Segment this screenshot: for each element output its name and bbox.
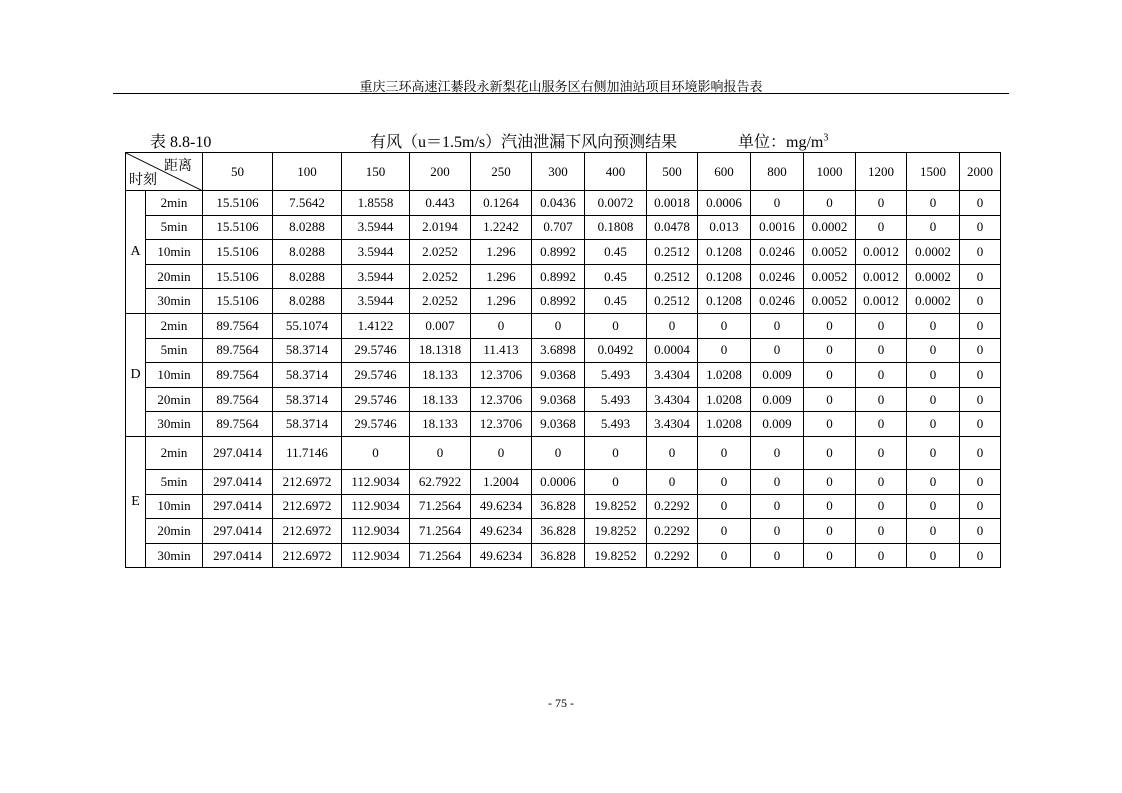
value-cell: 7.5642 (273, 191, 342, 216)
value-cell: 0.009 (751, 387, 804, 412)
column-header: 400 (585, 153, 647, 191)
value-cell: 0 (532, 313, 585, 338)
value-cell: 0.0012 (856, 240, 907, 265)
value-cell: 0.2512 (647, 240, 698, 265)
value-cell: 15.5106 (203, 191, 273, 216)
value-cell: 0.0246 (751, 264, 804, 289)
value-cell: 0 (907, 412, 960, 437)
value-cell: 3.5944 (342, 215, 410, 240)
column-header: 1500 (907, 153, 960, 191)
value-cell: 0 (804, 412, 856, 437)
value-cell: 0 (804, 363, 856, 388)
value-cell: 212.6972 (273, 469, 342, 494)
value-cell: 0 (856, 363, 907, 388)
value-cell: 0.0012 (856, 264, 907, 289)
value-cell: 0 (698, 338, 751, 363)
value-cell: 0 (907, 494, 960, 519)
time-cell: 10min (146, 494, 203, 519)
value-cell: 0.1208 (698, 289, 751, 314)
value-cell: 0 (960, 387, 1001, 412)
value-cell: 297.0414 (203, 469, 273, 494)
value-cell: 15.5106 (203, 289, 273, 314)
value-cell: 9.0368 (532, 363, 585, 388)
value-cell: 212.6972 (273, 543, 342, 568)
value-cell: 58.3714 (273, 412, 342, 437)
value-cell: 0.009 (751, 363, 804, 388)
value-cell: 36.828 (532, 543, 585, 568)
value-cell: 11.7146 (273, 436, 342, 469)
value-cell: 0 (907, 191, 960, 216)
value-cell: 8.0288 (273, 289, 342, 314)
value-cell: 0 (960, 240, 1001, 265)
column-header: 150 (342, 153, 410, 191)
value-cell: 0.0052 (804, 264, 856, 289)
value-cell: 0.2292 (647, 494, 698, 519)
value-cell: 0.009 (751, 412, 804, 437)
time-cell: 20min (146, 519, 203, 544)
value-cell: 0 (907, 469, 960, 494)
value-cell: 89.7564 (203, 363, 273, 388)
value-cell: 0 (804, 494, 856, 519)
time-cell: 5min (146, 338, 203, 363)
value-cell: 0.0002 (907, 264, 960, 289)
value-cell: 0.707 (532, 215, 585, 240)
value-cell: 0 (960, 436, 1001, 469)
value-cell: 0.0436 (532, 191, 585, 216)
value-cell: 3.5944 (342, 264, 410, 289)
value-cell: 0 (856, 494, 907, 519)
time-cell: 10min (146, 363, 203, 388)
value-cell: 0 (856, 338, 907, 363)
corner-header-cell (126, 153, 203, 191)
value-cell: 112.9034 (342, 519, 410, 544)
value-cell: 212.6972 (273, 519, 342, 544)
value-cell: 0.1264 (471, 191, 532, 216)
distance-label: 距离 (164, 159, 192, 174)
value-cell: 0 (585, 313, 647, 338)
value-cell: 0 (960, 412, 1001, 437)
value-cell: 3.4304 (647, 363, 698, 388)
value-cell: 3.4304 (647, 387, 698, 412)
value-cell: 0.0052 (804, 240, 856, 265)
value-cell: 3.6898 (532, 338, 585, 363)
value-cell: 12.3706 (471, 412, 532, 437)
value-cell: 18.133 (410, 387, 471, 412)
value-cell: 297.0414 (203, 543, 273, 568)
value-cell: 0 (751, 436, 804, 469)
value-cell: 0 (856, 313, 907, 338)
value-cell: 2.0252 (410, 264, 471, 289)
value-cell: 0 (585, 436, 647, 469)
value-cell: 0 (698, 313, 751, 338)
value-cell: 0 (804, 387, 856, 412)
value-cell: 0.0006 (532, 469, 585, 494)
table-row (126, 240, 1001, 265)
time-cell: 20min (146, 387, 203, 412)
value-cell: 0.007 (410, 313, 471, 338)
value-cell: 0 (410, 436, 471, 469)
value-cell: 3.5944 (342, 289, 410, 314)
column-header: 800 (751, 153, 804, 191)
value-cell: 0 (804, 469, 856, 494)
value-cell: 0.0012 (856, 289, 907, 314)
value-cell: 89.7564 (203, 387, 273, 412)
value-cell: 0 (342, 436, 410, 469)
value-cell: 89.7564 (203, 338, 273, 363)
column-header: 2000 (960, 153, 1001, 191)
value-cell: 0.0002 (804, 215, 856, 240)
time-cell: 5min (146, 215, 203, 240)
value-cell: 0 (907, 363, 960, 388)
value-cell: 0 (960, 469, 1001, 494)
value-cell: 36.828 (532, 519, 585, 544)
column-header: 250 (471, 153, 532, 191)
table-row (126, 543, 1001, 568)
value-cell: 0 (804, 313, 856, 338)
running-header: 重庆三环高速江綦段永新梨花山服务区右侧加油站项目环境影响报告表 (359, 79, 763, 94)
table-row (126, 264, 1001, 289)
value-cell: 0.0018 (647, 191, 698, 216)
stability-class-cell: D (126, 313, 146, 436)
value-cell: 0 (471, 436, 532, 469)
value-cell: 0.0246 (751, 240, 804, 265)
value-cell: 0 (751, 494, 804, 519)
value-cell: 0.45 (585, 264, 647, 289)
value-cell: 0 (856, 543, 907, 568)
value-cell: 1.0208 (698, 363, 751, 388)
value-cell: 0 (751, 191, 804, 216)
value-cell: 1.8558 (342, 191, 410, 216)
value-cell: 29.5746 (342, 412, 410, 437)
stability-class-cell: A (126, 191, 146, 314)
value-cell: 0.8992 (532, 264, 585, 289)
value-cell: 0.0016 (751, 215, 804, 240)
value-cell: 5.493 (585, 363, 647, 388)
value-cell: 36.828 (532, 494, 585, 519)
value-cell: 29.5746 (342, 387, 410, 412)
value-cell: 2.0252 (410, 289, 471, 314)
value-cell: 0.0006 (698, 191, 751, 216)
value-cell: 15.5106 (203, 240, 273, 265)
time-cell: 20min (146, 264, 203, 289)
table-row (126, 338, 1001, 363)
value-cell: 0.0002 (907, 289, 960, 314)
value-cell: 0 (471, 313, 532, 338)
value-cell: 0 (804, 543, 856, 568)
value-cell: 9.0368 (532, 387, 585, 412)
table-title: 有风（u＝1.5m/s）汽油泄漏下风向预测结果 (370, 134, 678, 151)
value-cell: 0 (647, 313, 698, 338)
value-cell: 0 (804, 191, 856, 216)
value-cell: 0.0246 (751, 289, 804, 314)
value-cell: 0 (751, 313, 804, 338)
value-cell: 49.6234 (471, 494, 532, 519)
value-cell: 0.0478 (647, 215, 698, 240)
value-cell: 0.443 (410, 191, 471, 216)
value-cell: 3.5944 (342, 240, 410, 265)
value-cell: 0 (907, 543, 960, 568)
value-cell: 0 (532, 436, 585, 469)
value-cell: 1.296 (471, 240, 532, 265)
column-header: 50 (203, 153, 273, 191)
value-cell: 0 (856, 387, 907, 412)
value-cell: 0 (960, 543, 1001, 568)
value-cell: 18.1318 (410, 338, 471, 363)
value-cell: 2.0194 (410, 215, 471, 240)
value-cell: 29.5746 (342, 338, 410, 363)
value-cell: 19.8252 (585, 519, 647, 544)
table-row (126, 313, 1001, 338)
value-cell: 0 (698, 543, 751, 568)
value-cell: 0.1808 (585, 215, 647, 240)
table-row (126, 494, 1001, 519)
value-cell: 49.6234 (471, 543, 532, 568)
value-cell: 29.5746 (342, 363, 410, 388)
value-cell: 0.8992 (532, 289, 585, 314)
value-cell: 0 (907, 387, 960, 412)
table-row (126, 215, 1001, 240)
column-header: 1200 (856, 153, 907, 191)
table-row (126, 469, 1001, 494)
value-cell: 0 (907, 215, 960, 240)
value-cell: 0 (585, 469, 647, 494)
time-cell: 5min (146, 469, 203, 494)
time-cell: 30min (146, 289, 203, 314)
column-header: 600 (698, 153, 751, 191)
value-cell: 62.7922 (410, 469, 471, 494)
value-cell: 1.296 (471, 289, 532, 314)
value-cell: 0 (647, 436, 698, 469)
value-cell: 0 (856, 215, 907, 240)
value-cell: 0.2292 (647, 543, 698, 568)
value-cell: 0 (698, 436, 751, 469)
column-header: 1000 (804, 153, 856, 191)
value-cell: 112.9034 (342, 469, 410, 494)
table-row (126, 412, 1001, 437)
time-cell: 10min (146, 240, 203, 265)
value-cell: 1.0208 (698, 387, 751, 412)
unit-superscript: 3 (823, 132, 829, 144)
value-cell: 0 (856, 191, 907, 216)
value-cell: 8.0288 (273, 215, 342, 240)
value-cell: 0 (698, 494, 751, 519)
value-cell: 15.5106 (203, 215, 273, 240)
value-cell: 12.3706 (471, 363, 532, 388)
table-row (126, 191, 1001, 216)
value-cell: 8.0288 (273, 240, 342, 265)
column-header: 300 (532, 153, 585, 191)
value-cell: 0 (804, 338, 856, 363)
value-cell: 0.2292 (647, 519, 698, 544)
value-cell: 71.2564 (410, 494, 471, 519)
value-cell: 297.0414 (203, 436, 273, 469)
value-cell: 0.013 (698, 215, 751, 240)
value-cell: 0.0492 (585, 338, 647, 363)
value-cell: 0.8992 (532, 240, 585, 265)
table-row (126, 289, 1001, 314)
value-cell: 1.296 (471, 264, 532, 289)
value-cell: 0.0052 (804, 289, 856, 314)
value-cell: 0 (960, 519, 1001, 544)
value-cell: 0 (698, 469, 751, 494)
value-cell: 1.2004 (471, 469, 532, 494)
value-cell: 1.2242 (471, 215, 532, 240)
value-cell: 55.1074 (273, 313, 342, 338)
value-cell: 0 (856, 519, 907, 544)
table-row (126, 436, 1001, 469)
page-number: - 75 - (548, 696, 574, 710)
value-cell: 12.3706 (471, 387, 532, 412)
value-cell: 297.0414 (203, 519, 273, 544)
value-cell: 0 (960, 363, 1001, 388)
table-unit (738, 129, 828, 152)
value-cell: 0.0002 (907, 240, 960, 265)
value-cell: 5.493 (585, 387, 647, 412)
value-cell: 89.7564 (203, 412, 273, 437)
column-header: 100 (273, 153, 342, 191)
value-cell: 19.8252 (585, 543, 647, 568)
value-cell: 0 (960, 289, 1001, 314)
value-cell: 0 (907, 436, 960, 469)
time-label: 时刻 (129, 173, 157, 188)
value-cell: 0 (751, 469, 804, 494)
value-cell: 9.0368 (532, 412, 585, 437)
time-cell: 30min (146, 543, 203, 568)
value-cell: 0 (856, 436, 907, 469)
value-cell: 0 (804, 519, 856, 544)
value-cell: 0 (647, 469, 698, 494)
value-cell: 0.45 (585, 289, 647, 314)
value-cell: 0 (960, 313, 1001, 338)
value-cell: 0 (751, 543, 804, 568)
value-cell: 58.3714 (273, 338, 342, 363)
value-cell: 71.2564 (410, 543, 471, 568)
prediction-table (125, 152, 1001, 568)
table-row (126, 519, 1001, 544)
table-number: 表 8.8-10 (150, 134, 212, 151)
value-cell: 112.9034 (342, 543, 410, 568)
value-cell: 71.2564 (410, 519, 471, 544)
value-cell: 11.413 (471, 338, 532, 363)
column-header: 200 (410, 153, 471, 191)
value-cell: 1.4122 (342, 313, 410, 338)
value-cell: 0.2512 (647, 264, 698, 289)
value-cell: 5.493 (585, 412, 647, 437)
value-cell: 58.3714 (273, 363, 342, 388)
table-row (126, 387, 1001, 412)
value-cell: 212.6972 (273, 494, 342, 519)
stability-class-cell: E (126, 436, 146, 567)
value-cell: 112.9034 (342, 494, 410, 519)
value-cell: 8.0288 (273, 264, 342, 289)
value-cell: 0 (698, 519, 751, 544)
value-cell: 0.1208 (698, 240, 751, 265)
value-cell: 19.8252 (585, 494, 647, 519)
value-cell: 0 (751, 338, 804, 363)
value-cell: 1.0208 (698, 412, 751, 437)
value-cell: 0 (960, 191, 1001, 216)
time-cell: 2min (146, 191, 203, 216)
table-row (126, 363, 1001, 388)
value-cell: 0 (856, 469, 907, 494)
time-cell: 2min (146, 436, 203, 469)
column-header: 500 (647, 153, 698, 191)
value-cell: 58.3714 (273, 387, 342, 412)
value-cell: 15.5106 (203, 264, 273, 289)
value-cell: 0 (907, 313, 960, 338)
header-row (126, 153, 1001, 191)
value-cell: 0.0004 (647, 338, 698, 363)
value-cell: 0 (960, 264, 1001, 289)
value-cell: 297.0414 (203, 494, 273, 519)
value-cell: 0 (907, 338, 960, 363)
value-cell: 0 (960, 338, 1001, 363)
value-cell: 18.133 (410, 412, 471, 437)
header-rule (113, 93, 1009, 94)
value-cell: 0 (960, 494, 1001, 519)
value-cell: 0 (907, 519, 960, 544)
unit-label: 单位：mg/m (738, 134, 824, 151)
value-cell: 0 (856, 412, 907, 437)
value-cell: 0 (960, 215, 1001, 240)
value-cell: 18.133 (410, 363, 471, 388)
time-cell: 30min (146, 412, 203, 437)
value-cell: 0.0072 (585, 191, 647, 216)
value-cell: 3.4304 (647, 412, 698, 437)
value-cell: 0 (751, 519, 804, 544)
time-cell: 2min (146, 313, 203, 338)
value-cell: 49.6234 (471, 519, 532, 544)
table-caption (0, 129, 1122, 151)
value-cell: 0 (804, 436, 856, 469)
value-cell: 2.0252 (410, 240, 471, 265)
value-cell: 0.45 (585, 240, 647, 265)
value-cell: 0.2512 (647, 289, 698, 314)
value-cell: 89.7564 (203, 313, 273, 338)
value-cell: 0.1208 (698, 264, 751, 289)
